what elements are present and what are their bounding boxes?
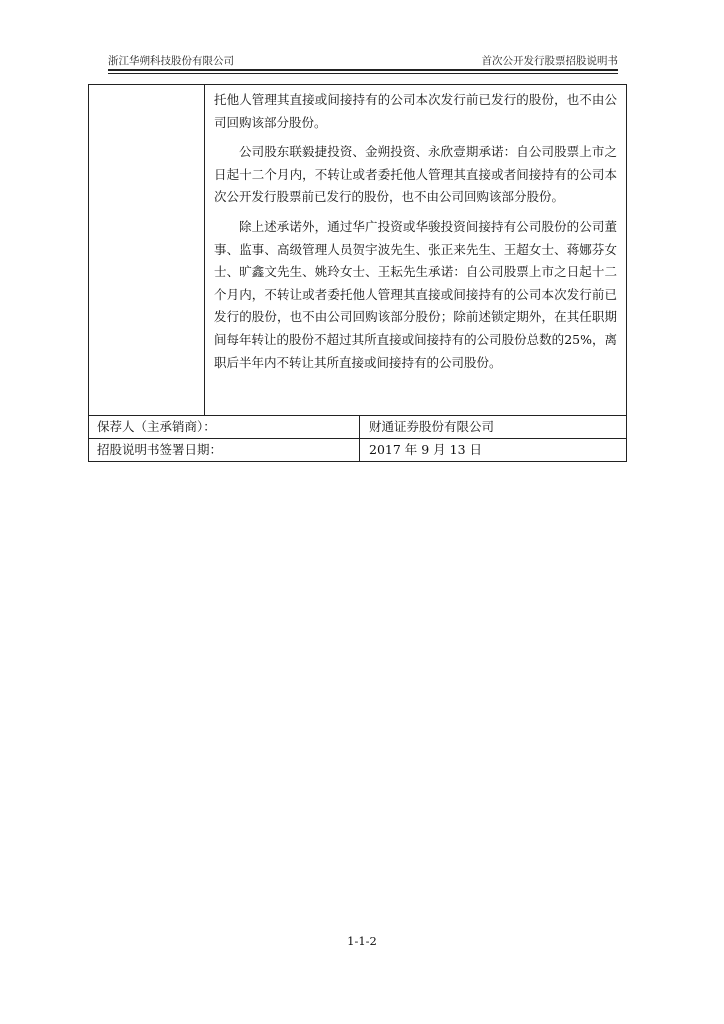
signing-date-label: 招股说明书签署日期：: [89, 439, 360, 461]
signing-date-value: 2017 年 9 月 13 日: [369, 442, 483, 457]
header-rule-thin: [108, 73, 618, 74]
header-company-name: 浙江华朔科技股份有限公司: [108, 55, 234, 67]
sponsor-label: 保荐人（主承销商）：: [89, 416, 360, 438]
commitment-paragraph-2: 公司股东联毅捷投资、金朔投资、永欣壹期承诺：自公司股票上市之日起十二个月内，不转让或者委托他人管理其直接或者间接持有的公司本次公开发行股票前已发行的股份，也不由公司回购该部分股份。: [214, 144, 617, 205]
issuance-info-table: [88, 84, 627, 462]
commitment-label-cell: [89, 85, 205, 415]
signing-date-row: [89, 439, 626, 461]
page-number: 1-1-2: [347, 934, 377, 948]
page-header: [108, 54, 618, 69]
commitment-row: [89, 85, 626, 416]
sponsor-row: [89, 416, 626, 439]
commitment-paragraph-1: 托他人管理其直接或间接持有的公司本次发行前已发行的股份，也不由公司回购该部分股份。: [214, 92, 617, 130]
sponsor-value: 财通证券股份有限公司: [369, 419, 495, 434]
header-rule-thick: [108, 69, 618, 71]
header-document-title: 首次公开发行股票招股说明书: [481, 55, 618, 67]
commitment-paragraph-3: 除上述承诺外，通过华广投资或华骏投资间接持有公司股份的公司董事、监事、高级管理人员贺宇波先生、张正来先生、王超女士、蒋娜芬女士、旷鑫文先生、姚玲女士、王耘先生承诺：自公司股票上市之日起十二个月内，不转让或者委托他人管理其直接或间接持有的公司本次发行前已发行的股份，也不由公司回购该部分股份；除前述锁定期外，在其任职期间每年转让的股份不超过其所直接或间接持有的公司股份总数的25%，离职后半年内不转让其所直接或间接持有的公司股份。: [214, 218, 617, 370]
commitment-content-cell: [205, 85, 626, 415]
